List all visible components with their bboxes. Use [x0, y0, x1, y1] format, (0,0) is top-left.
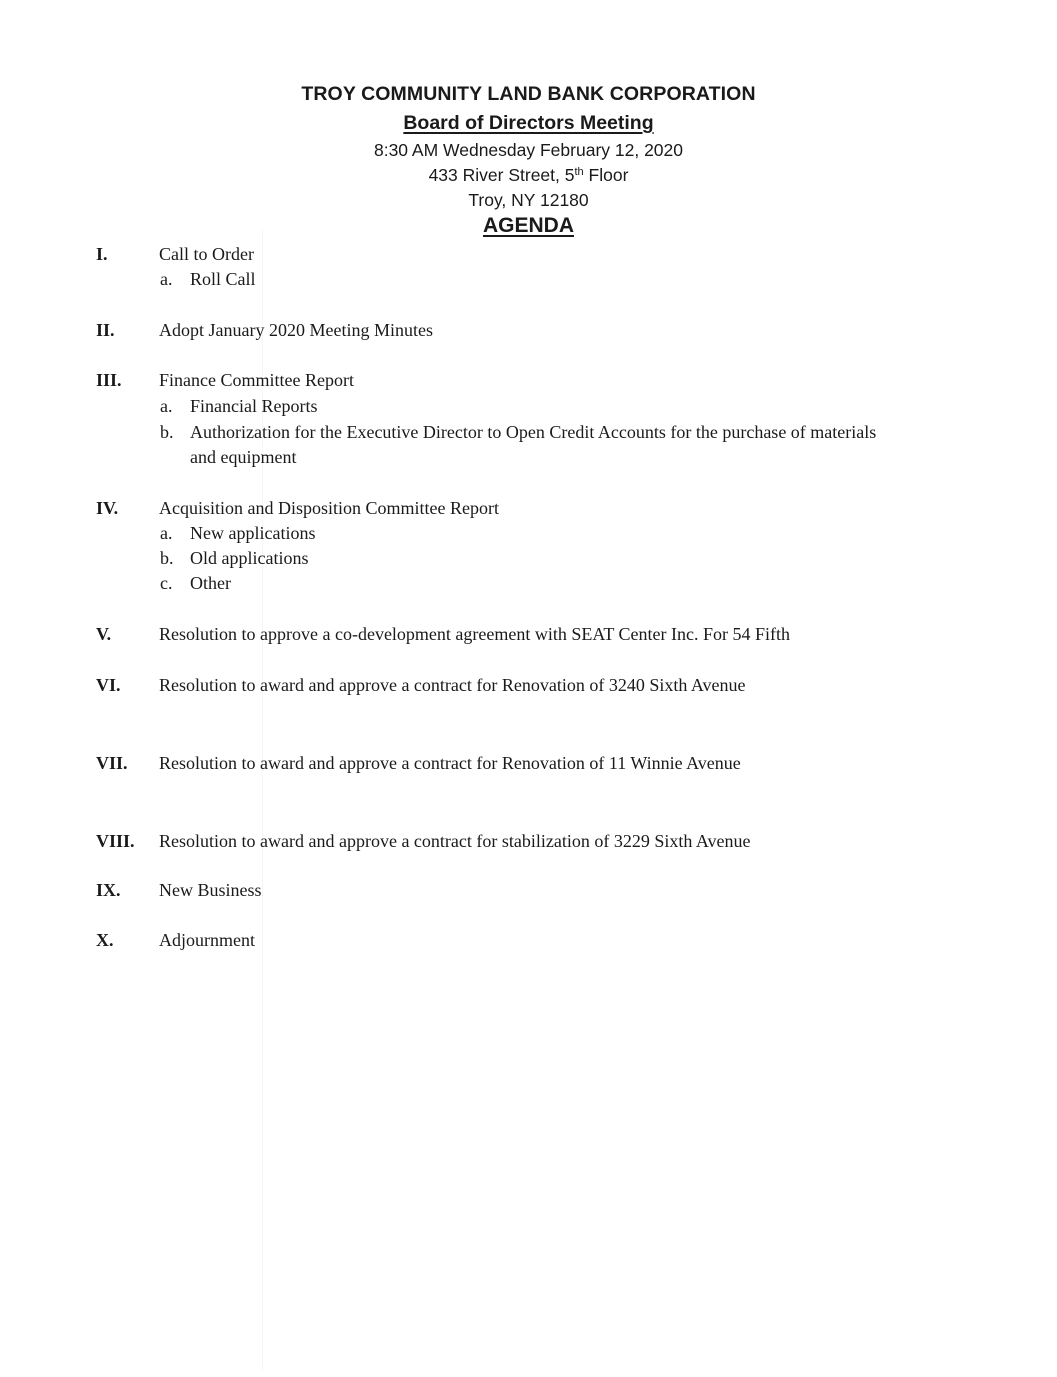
address-suffix: Floor — [583, 165, 629, 185]
address-prefix: 433 River Street, 5 — [428, 165, 575, 185]
item-number: VI. — [96, 675, 121, 695]
meeting-title-text: Board of Directors Meeting — [403, 112, 654, 134]
subitem-text: Other — [190, 573, 231, 593]
item-number: IX. — [96, 880, 121, 900]
item-text: Adjournment — [159, 930, 255, 950]
meeting-title — [0, 112, 1057, 135]
item-text: Resolution to award and approve a contract for Renovation of 11 Winnie Avenue — [159, 753, 741, 773]
subitem-letter: b. — [160, 422, 174, 442]
organization-title: TROY COMMUNITY LAND BANK CORPORATION — [301, 83, 756, 105]
item-text: Acquisition and Disposition Committee Report — [159, 498, 499, 518]
meeting-datetime: 8:30 AM Wednesday February 12, 2020 — [373, 140, 684, 160]
agenda-heading-text: AGENDA — [482, 214, 574, 237]
subitem-letter: a. — [160, 269, 173, 289]
subitem-text-continued: and equipment — [190, 447, 297, 467]
item-text: Resolution to approve a co-development agreement with SEAT Center Inc. For 54 Fifth — [159, 624, 791, 644]
subitem-text: Roll Call — [190, 269, 256, 289]
agenda-heading — [0, 214, 1057, 238]
meeting-city: Troy, NY 12180 — [468, 190, 589, 210]
item-number: III. — [96, 370, 122, 390]
subitem-text: Authorization for the Executive Director to Open Credit Accounts for the purchase of materials — [190, 422, 877, 442]
item-text: Call to Order — [159, 244, 254, 264]
subitem-text: Old applications — [190, 548, 309, 568]
item-number: X. — [96, 930, 114, 950]
subitem-letter: c. — [160, 573, 173, 593]
item-text: New Business — [159, 880, 262, 900]
item-text: Finance Committee Report — [159, 370, 354, 390]
subitem-letter: a. — [160, 396, 173, 416]
subitem-letter: a. — [160, 523, 173, 543]
item-text: Adopt January 2020 Meeting Minutes — [159, 320, 433, 340]
item-text: Resolution to award and approve a contract for Renovation of 3240 Sixth Avenue — [159, 675, 746, 695]
item-text: Resolution to award and approve a contract for stabilization of 3229 Sixth Avenue — [159, 831, 751, 851]
item-number: II. — [96, 320, 115, 340]
subitem-text: Financial Reports — [190, 396, 318, 416]
item-number: VIII. — [96, 831, 135, 851]
subitem-text: New applications — [190, 523, 316, 543]
item-number: I. — [96, 244, 108, 264]
item-number: IV. — [96, 498, 119, 518]
meeting-address — [0, 165, 1057, 186]
address-superscript: th — [574, 166, 584, 178]
item-number: VII. — [96, 753, 128, 773]
subitem-letter: b. — [160, 548, 174, 568]
item-number: V. — [96, 624, 112, 644]
